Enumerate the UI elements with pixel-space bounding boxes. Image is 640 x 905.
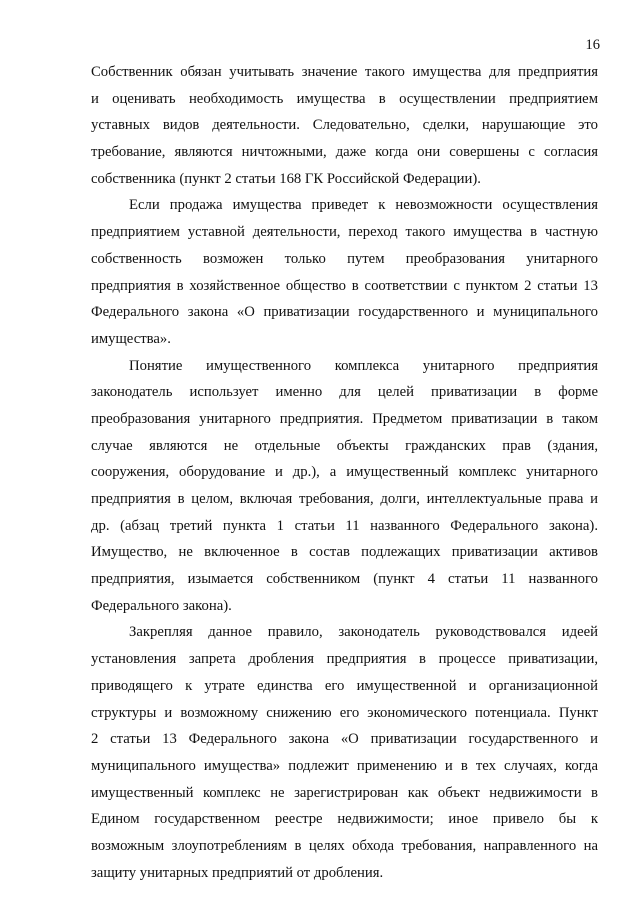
document-body bbox=[91, 59, 598, 886]
text-line: установления запрета дробления предприятия в процессе приватизации, bbox=[91, 651, 598, 668]
text-line: 2 статьи 13 Федерального закона «О приватизации государственного и bbox=[91, 731, 598, 748]
text-line: предприятия в хозяйственное общество в соответствии с пунктом 2 статьи 13 bbox=[91, 277, 598, 294]
text-line: сооружения, оборудование и др.), а имущественный комплекс унитарного bbox=[91, 464, 598, 481]
text-line: возможным злоупотреблениям в целях обхода требования, направленного на bbox=[91, 837, 598, 854]
text-line: и оценивать необходимость имущества в осуществлении предприятием bbox=[91, 90, 598, 107]
text-line: предприятия, изымается собственником (пункт 4 статьи 11 названного bbox=[91, 571, 598, 588]
text-line: Понятие имущественного комплекса унитарного предприятия bbox=[129, 357, 598, 374]
page-number: 16 bbox=[585, 37, 600, 53]
text-line: приводящего к утрате единства его имущественной и организационной bbox=[91, 677, 598, 694]
text-line: др. (абзац третий пункта 1 статьи 11 названного Федерального закона). bbox=[91, 517, 598, 534]
text-line: предприятием уставной деятельности, переход такого имущества в частную bbox=[91, 224, 598, 241]
text-line: имущества». bbox=[91, 330, 171, 347]
text-line: Имущество, не включенное в состав подлежащих приватизации активов bbox=[91, 544, 598, 561]
text-line: собственника (пункт 2 статьи 168 ГК Российской Федерации). bbox=[91, 170, 481, 187]
text-line: структуры и возможному снижению его экономического потенциала. Пункт bbox=[91, 704, 598, 721]
text-line: защиту унитарных предприятий от дробления. bbox=[91, 864, 384, 881]
text-line: муниципального имущества» подлежит применению и в тех случаях, когда bbox=[91, 757, 598, 774]
text-line: Закрепляя данное правило, законодатель руководствовался идеей bbox=[129, 624, 598, 641]
text-line: случае являются не отдельные объекты гражданских прав (здания, bbox=[91, 437, 598, 454]
text-line: Если продажа имущества приведет к невозможности осуществления bbox=[129, 197, 598, 214]
text-line: имущественный комплекс не зарегистрирован как объект недвижимости в bbox=[91, 784, 598, 801]
text-line: уставных видов деятельности. Следовательно, сделки, нарушающие это bbox=[91, 117, 598, 134]
text-line: Едином государственном реестре недвижимости; иное привело бы к bbox=[91, 811, 598, 828]
text-line: преобразования унитарного предприятия. Предметом приватизации в таком bbox=[91, 410, 598, 427]
text-line: Федерального закона). bbox=[91, 597, 232, 614]
text-line: Федерального закона «О приватизации государственного и муниципального bbox=[91, 304, 598, 321]
text-line: Собственник обязан учитывать значение такого имущества для предприятия bbox=[91, 64, 598, 80]
text-line: собственность возможен только путем преобразования унитарного bbox=[91, 250, 598, 267]
text-line: предприятия в целом, включая требования, долги, интеллектуальные права и bbox=[91, 491, 598, 507]
text-line: законодатель использует именно для целей приватизации в форме bbox=[91, 384, 598, 401]
text-line: требование, являются ничтожными, даже когда они совершены с согласия bbox=[91, 144, 598, 161]
